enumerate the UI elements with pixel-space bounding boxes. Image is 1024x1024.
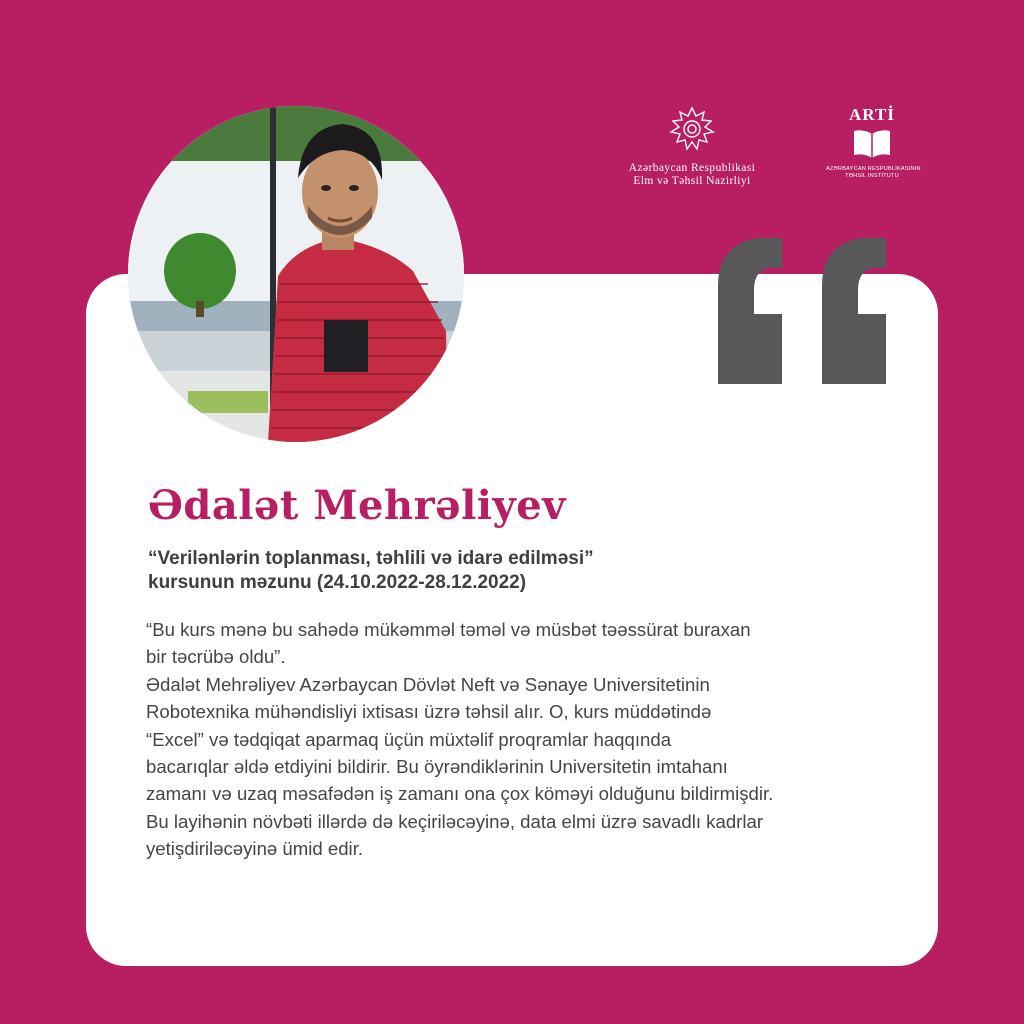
graduate-name: Ədalət Mehrəliyev	[148, 482, 566, 529]
testimonial-line: zamanı və uzaq məsafədən iş zamanı ona çox köməyi olduğunu bildirmişdir.	[146, 783, 774, 805]
quotation-mark-icon	[718, 238, 888, 384]
testimonial-text	[146, 616, 906, 863]
testimonial-line: bacarıqlar əldə etdiyini bildirir. Bu öyrəndiklərinin Universitetin imtahanı	[146, 756, 728, 778]
arti-name-line2: TƏHSİL İNSTİTUTU	[845, 173, 899, 179]
ministry-logo	[606, 106, 778, 188]
course-title	[148, 547, 848, 595]
arti-logo	[826, 105, 921, 180]
ministry-name-line2: Elm və Təhsil Nazirliyi	[633, 175, 751, 187]
testimonial-line: bir təcrübə oldu”.	[146, 646, 286, 668]
arti-name-line1: AZƏRBAYCAN RESPUBLİKASININ	[826, 166, 921, 172]
course-title-line2: kursunun məzunu (24.10.2022-28.12.2022)	[148, 572, 527, 593]
open-book-icon	[852, 128, 892, 160]
testimonial-line: yetişdiriləcəyinə ümid edir.	[146, 838, 364, 860]
ornament-emblem-icon	[669, 106, 715, 152]
testimonial-line: “Excel” və tədqiqat aparmaq üçün müxtəlif proqramlar haqqında	[146, 728, 672, 750]
profile-photo	[128, 106, 464, 442]
testimonial-line: Bu layihənin növbəti illərdə də keçiriləcəyinə, data elmi üzrə savadlı kadrlar	[146, 810, 764, 832]
testimonial-line: Ədalət Mehrəliyev Azərbaycan Dövlət Neft və Sənaye Universitetinin	[146, 673, 710, 695]
arti-wordmark: ARTİ	[849, 105, 895, 124]
course-title-line1: “Verilənlərin toplanması, təhlili və idarə edilməsi”	[148, 548, 594, 569]
testimonial-line: “Bu kurs mənə bu sahədə mükəmməl təməl və müsbət təəssürat buraxan	[146, 619, 751, 640]
portrait-image	[128, 106, 464, 442]
ministry-name-line1: Azərbaycan Respublikasi	[628, 162, 756, 174]
testimonial-line: Robotexnika mühəndisliyi ixtisası üzrə təhsil alır. O, kurs müddətində	[146, 701, 712, 723]
